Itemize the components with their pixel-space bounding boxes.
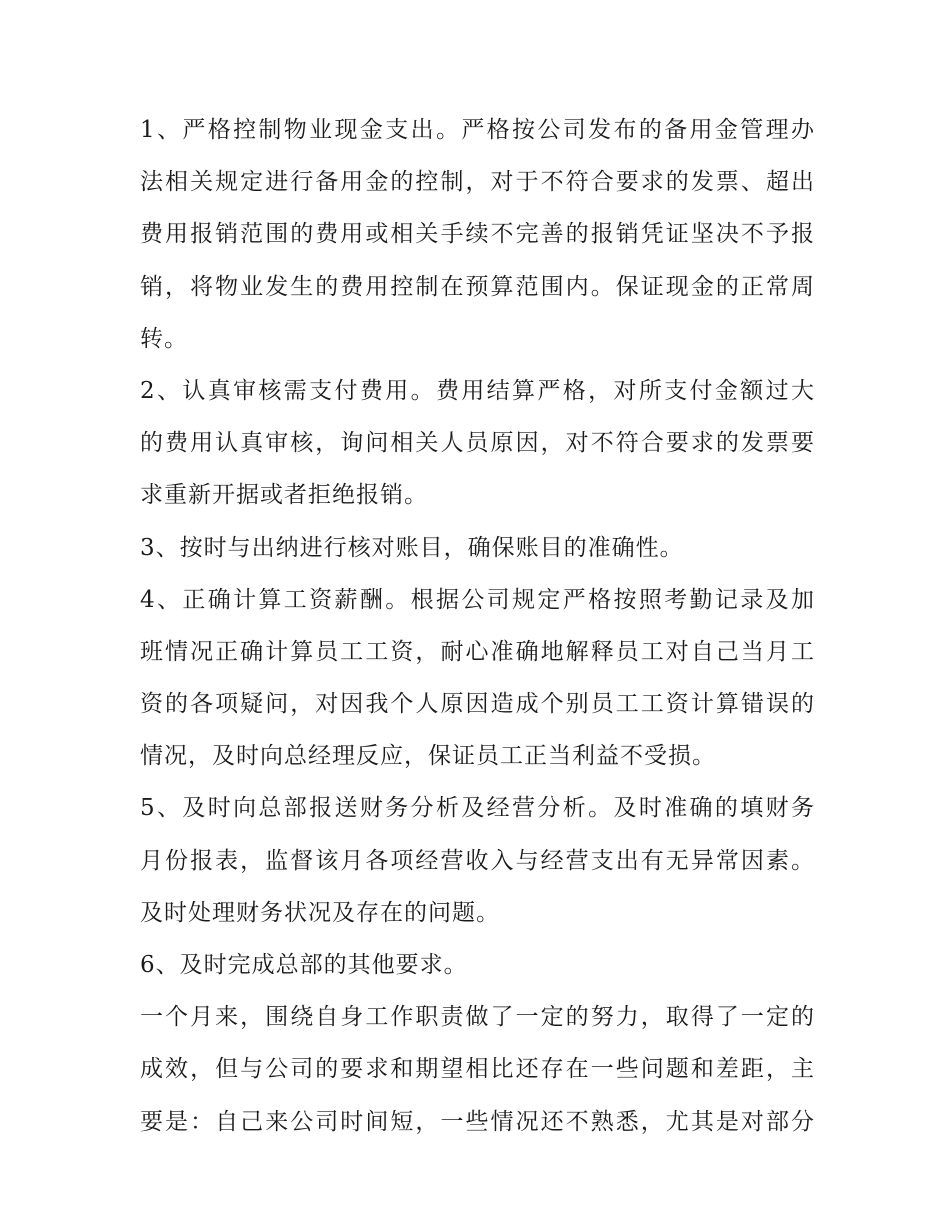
text-line: 4、正确计算工资薪酬。根据公司规定严格按照考勤记录及加	[140, 586, 815, 613]
text-line: 转。	[140, 325, 188, 352]
text-line: 2、认真审核需支付费用。费用结算严格，对所支付金额过大	[140, 377, 815, 404]
text-line: 月份报表，监督该月各项经营收入与经营支出有无异常因素。	[140, 847, 815, 874]
text-line: 及时处理财务状况及存在的问题。	[140, 899, 500, 926]
text-line: 要是：自己来公司时间短，一些情况还不熟悉，尤其是对部分	[140, 1108, 815, 1135]
text-line: 5、及时向总部报送财务分析及经营分析。及时准确的填财务	[140, 795, 815, 822]
text-line: 1、严格控制物业现金支出。严格按公司发布的备用金管理办	[140, 117, 815, 143]
text-line: 求重新开据或者拒绝报销。	[140, 482, 428, 509]
text-line: 的费用认真审核，询问相关人员原因，对不符合要求的发票要	[140, 430, 815, 457]
text-line: 成效，但与公司的要求和期望相比还存在一些问题和差距，主	[140, 1056, 815, 1083]
document-body	[140, 104, 815, 1148]
text-line: 3、按时与出纳进行核对账目，确保账目的准确性。	[140, 534, 684, 561]
text-line: 资的各项疑问，对因我个人原因造成个别员工工资计算错误的	[140, 691, 815, 718]
text-line: 情况，及时向总经理反应，保证员工正当利益不受损。	[140, 743, 716, 770]
text-line: 一个月来，围绕自身工作职责做了一定的努力，取得了一定的	[140, 1004, 815, 1031]
text-line: 6、及时完成总部的其他要求。	[140, 952, 468, 978]
text-line: 班情况正确计算员工工资，耐心准确地解释员工对自己当月工	[140, 638, 815, 665]
text-line: 法相关规定进行备用金的控制，对于不符合要求的发票、超出	[140, 169, 815, 196]
text-line: 销，将物业发生的费用控制在预算范围内。保证现金的正常周	[140, 273, 815, 300]
text-line: 费用报销范围的费用或相关手续不完善的报销凭证坚决不予报	[140, 221, 815, 248]
